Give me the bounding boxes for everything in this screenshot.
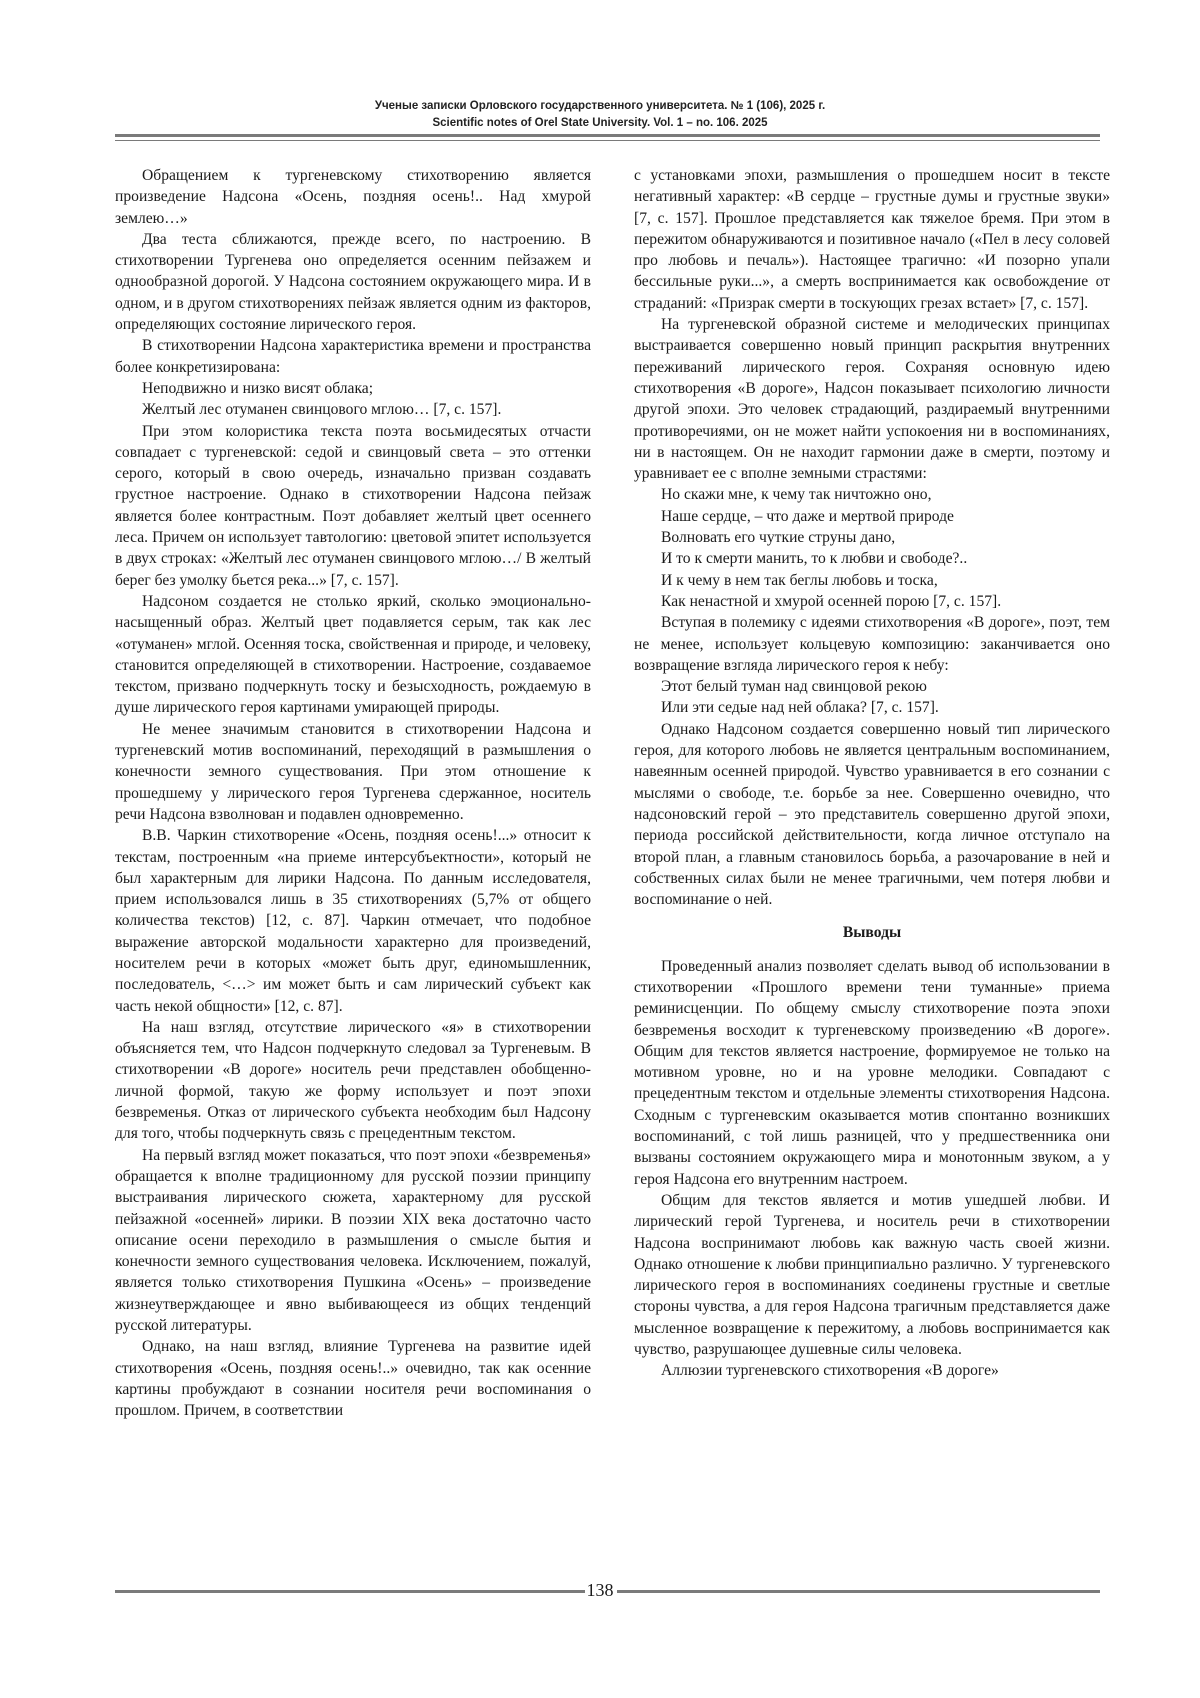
paragraph: Два теста сближаются, прежде всего, по настроению. В стихотворении Тургенева оно определяется осенним пейзажем и однообразной дорогой. У Надсона состоянием окружающего мира. И в одном, и в другом стихотворениях пейзаж является одним из факторов, определяющих состояние лирического героя. <box>115 230 591 334</box>
paragraph: Надсоном создается не столько яркий, сколько эмоционально-насыщенный образ. Желтый цвет подавляется серым, так как лес «отуманен» мглой. Осенняя тоска, свойственная и природе, и человеку, становится определяющей в стихотворении. Настроение, создаваемое текстом, призвано подчеркнуть тоску и безысходность, рождаемую в душе лирического героя картинами умирающей природы. <box>115 592 591 717</box>
paragraph: Обращением к тургеневскому стихотворению является произведение Надсона «Осень, поздняя осень!.. Над хмурой землею…» <box>115 167 591 227</box>
paragraph: Однако, на наш взгляд, влияние Тургенева на развитие идей стихотворения «Осень, поздняя осень!..» очевидно, так как осенние картины пробуждают в сознании носителя речи воспоминания о прошлом. Причем, в соответствии <box>115 1338 591 1420</box>
verse-line: Но скажи мне, к чему так ничтожно оно, <box>661 486 932 504</box>
paragraph: Вступая в полемику с идеями стихотворения «В дороге», поэт, тем не менее, использует кольцевую композицию: заканчивается оно возвращение взгляда лирического героя к небу: <box>634 614 1110 674</box>
journal-header-ru: Ученые записки Орловского государственного университета. № 1 (106), 2025 г. <box>374 100 826 112</box>
paragraph: Не менее значимым становится в стихотворении Надсона и тургеневский мотив воспоминаний, переходящий в размышления о конечности земного существования. При этом отношение к прошедшему у лирического героя Тургенева сдержанное, носитель речи Надсона взволнован и подавлен одновременно. <box>115 720 591 823</box>
verse-line: Этот белый туман над свинцовой рекою <box>661 678 927 696</box>
paragraph: Проведенный анализ позволяет сделать вывод об использовании в стихотворении «Прошлого времени тени туманные» приема реминисценции. По общему смыслу стихотворение поэта эпохи безвременья восходит к тургеневскому произведению «В дороге». Общим для текстов является настроение, формируемое не только на мотивном уровне, но и на уровне мелодики. Совпадают с прецедентным текстом и отдельные элементы стихотворения Надсона. Сходным с тургеневским оказывается мотив спонтанно возникших воспоминаний, с той лишь разницей, что у предшественника они вызваны состоянием окружающего мира и монотонным звуком, а у героя Надсона его внутренним настроем. <box>634 957 1110 1188</box>
verse-line: Как ненастной и хмурой осенней порою [7, с. 157]. <box>661 592 1002 610</box>
paragraph: с установками эпохи, размышления о прошедшем носит в тексте негативный характер: «В сердце – грустные думы и грустные звуки» [7, с. 157]. Прошлое представляется как тяжелое бремя. При этом в пережитом обнаруживаются и позитивное начало («Пел в лесу соловей про любовь и печаль»). Настоящее трагично: «И позорно упали бессильные руки...», а смерть воспринимается как освобождение от страданий: «Призрак смерти в тоскующих грезах встает» [7, с. 157]. <box>634 167 1110 312</box>
paragraph: При этом колористика текста поэта восьмидесятых отчасти совпадает с тургеневской: седой и свинцовый света – это оттенки серого, который в свою очередь, изначально призван создавать грустное настроение. Однако в стихотворении Надсона пейзаж является более контрастным. Поэт добавляет желтый цвет осеннего леса. Причем он использует тавтологию: цветовой эпитет используется в двух строках: «Желтый лес отуманен свинцового мглою…/ В желтый берег без умолку бьется река...» [7, с. 157]. <box>115 422 591 589</box>
paragraph: На первый взгляд может показаться, что поэт эпохи «безвременья» обращается к вполне традиционному для русской поэзии принципу выстраивания лирического сюжета, характерному для русской пейзажной «осенней» лирики. В поэзии XIX века достаточно часто описание осени переходило в размышления о смысле бытия и конечности земного существования человека. Исключением, пожалуй, является только стихотворения Пушкина «Осень» – произведение жизнеутверждающее и явно выбивающееся из общих тенденций русской литературы. <box>115 1146 591 1335</box>
paragraph: На наш взгляд, отсутствие лирического «я» в стихотворении объясняется тем, что Надсон подчеркнуто следовал за Тургеневым. В стихотворении «В дороге» носитель речи представлен обобщенно-личной формой, такую же форму использует и поэт эпохи безвременья. Отказ от лирического субъекта необходим был Надсону для того, чтобы подчеркнуть связь с прецедентным текстом. <box>115 1018 591 1143</box>
paragraph: На тургеневской образной системе и мелодических принципах выстраивается совершенно новый принцип раскрытия внутренних переживаний лирического героя. Сохраняя основную идею стихотворения «В дороге», Надсон показывает психологию личности другой эпохи. Это человек страдающий, раздираемый внутренними противоречиями, он не может найти успокоения ни в воспоминаниях, ни в настоящем. Он не находит гармонии даже в смерти, поэтому и уравнивает ее с вполне земными страстями: <box>634 316 1110 483</box>
section-heading: Выводы <box>842 924 902 942</box>
header-rule-thin <box>115 140 1100 141</box>
journal-header-en: Scientific notes of Orel State University. Vol. 1 – no. 106. 2025 <box>432 117 768 129</box>
verse-line: И то к смерти манить, то к любви и свободе?.. <box>661 550 968 568</box>
page-number: 138 <box>586 1580 614 1600</box>
verse-line: Или эти седые над ней облака? [7, с. 157]. <box>661 699 939 717</box>
verse-line: Волновать его чуткие струны дано, <box>661 529 896 547</box>
verse-line: Желтый лес отуманен свинцового мглою… [7, с. 157]. <box>142 401 502 419</box>
header-rule <box>115 134 1100 137</box>
verse-line: И к чему в нем так беглы любовь и тоска, <box>661 571 938 589</box>
verse-line: Неподвижно и низко висят облака; <box>142 379 374 397</box>
right-column <box>634 165 1110 1382</box>
verse-line: Наше сердце, – что даже и мертвой природе <box>661 507 954 525</box>
left-column <box>115 165 591 1422</box>
paragraph: Общим для текстов является и мотив ушедшей любви. И лирический герой Тургенева, и носитель речи в стихотворении Надсона воспринимают любовь как важную часть своей жизни. Однако отношение к любви принципиально различно. У тургеневского лирического героя в воспоминаниях соединены грустные и светлые стороны чувства, а для героя Надсона трагичным представляется даже мысленное возвращение к пережитому, а любовь воспринимается как чувство, разрушающее душевные силы человека. <box>634 1191 1110 1359</box>
paragraph: В стихотворении Надсона характеристика времени и пространства более конкретизирована: <box>115 337 591 376</box>
paragraph: В.В. Чаркин стихотворение «Осень, поздняя осень!...» относит к текстам, построенным «на приеме интерсубъектности», который не был характерным для лирики Надсона. По данным исследователя, прием использовался лишь в 35 стихотворениях (5,7% от общего количества текстов) [12, с. 87]. Чаркин отмечает, что подобное выражение авторской модальности характерно для произведений, носителем речи в которых «может быть друг, единомышленник, последователь, <…> им может быть и сам лирический субъект как часть некой общности» [12, с. 87]. <box>115 827 591 1015</box>
paragraph: Однако Надсоном создается совершенно новый тип лирического героя, для которого любовь не является центральным воспоминанием, навеянным осенней природой. Чувство уравнивается в его сознании с мыслями о свободе, т.е. борьбе за нее. Совершенно очевидно, что надсоновский герой – это представитель совершенно другой эпохи, периода российской действительности, когда личное отступало на второй план, а главным становилось борьба, а разочарование в ней и собственных силах были не менее трагичными, чем потеря любви и воспоминание о ней. <box>634 720 1110 909</box>
paragraph: Аллюзии тургеневского стихотворения «В дороге» <box>661 1362 999 1380</box>
journal-header <box>0 98 1200 132</box>
